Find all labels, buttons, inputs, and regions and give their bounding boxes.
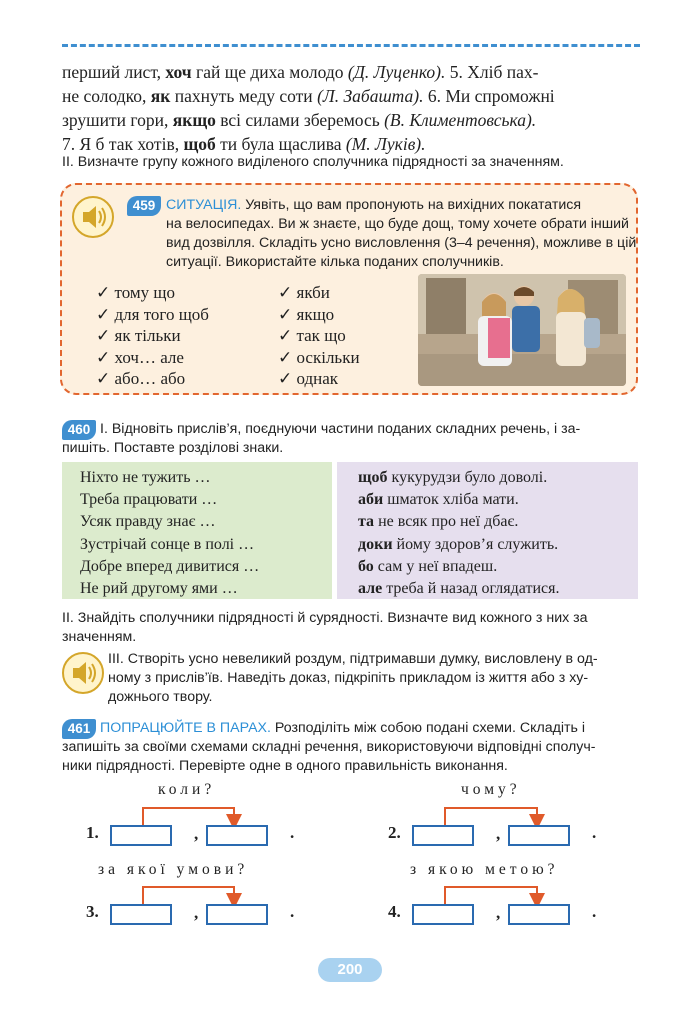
conjunction-item: ✓ або… або (96, 369, 186, 388)
intro-line: не солодко, як пахнуть меду соти (Л. Забашта). 6. Ми спроможні (62, 86, 555, 106)
exercise-459-badge: 459 (127, 196, 161, 216)
subordinate-clause-box[interactable] (206, 825, 268, 846)
main-clause-box[interactable] (110, 825, 172, 846)
proverb-end: та не всяк про неї дбає. (358, 513, 519, 531)
proverb-end: щоб кукурудзи було доволі. (358, 469, 548, 486)
intro-line: перший лист, хоч гай ще диха молодо (Д. Луценко). 5. Хліб пах- (62, 62, 539, 82)
conjunction-item: ✓ як тільки (96, 326, 181, 345)
proverb-start: Зустрічай сонце в полі … (80, 535, 255, 553)
conjunction-item: ✓ однак (278, 369, 339, 388)
conjunction-item: ✓ хоч… але (96, 347, 184, 367)
scheme-comma: , (496, 824, 501, 843)
scheme-question: чому? (461, 781, 521, 798)
scheme-comma: , (496, 903, 501, 922)
exercise-461-text-cont: запишіть за своїми схемами складні речення, використовуючи відповідні сполуч- ники підрядності. Перевірте одне в одного правильність виконання. (62, 739, 596, 774)
conjunction-item: ✓ якби (278, 283, 330, 302)
scheme-question: коли? (158, 781, 216, 798)
scheme-period: . (290, 823, 295, 842)
scheme-period: . (290, 902, 295, 921)
subordinate-clause-box[interactable] (206, 904, 268, 925)
main-clause-box[interactable] (110, 904, 172, 925)
proverb-end: аби шматок хліба мати. (358, 491, 519, 509)
conjunction-item: ✓ тому що (96, 283, 175, 302)
proverb-start: Треба працювати … (80, 491, 218, 509)
exercise-460-task1-cont: пишіть. Поставте розділові знаки. (62, 440, 284, 456)
scheme-period: . (592, 902, 597, 921)
subordinate-clause-box[interactable] (508, 904, 570, 925)
conjunction-item: ✓ якщо (278, 304, 335, 324)
scheme-comma: , (194, 903, 199, 922)
scheme-question: за якої умови? (98, 861, 249, 878)
subordinate-clause-box[interactable] (508, 825, 570, 846)
exercise-459-text: СИТУАЦІЯ. Уявіть, що вам пропонують на вихідних покататися на велосипедах. Ви ж знаєте, що буде дощ, тому хочете обрати інший вид дозвілля. Складіть усно висловлення (3–4 речення), можливе в цій ситуації. Використайте кілька поданих сполучників. (166, 197, 637, 270)
exercise-460-badge: 460 (62, 420, 96, 440)
main-clause-box[interactable] (412, 904, 474, 925)
scheme-number: 1. (86, 823, 99, 842)
scheme-period: . (592, 823, 597, 842)
proverb-end: бо сам у неї впадеш. (358, 557, 498, 575)
conjunction-item: ✓ оскільки (278, 347, 360, 367)
proverb-start: Не рий другому ями … (80, 580, 238, 598)
intro-line: 7. Я б так хотів, щоб ти була щаслива (М. Луків). (62, 134, 426, 154)
conjunction-item: ✓ для того щоб (96, 304, 209, 324)
proverb-end: але треба й назад оглядатися. (358, 580, 560, 598)
proverb-start: Добре вперед дивитися … (80, 557, 260, 575)
intro-line: зрушити гори, якщо всі силами зберемось (В. Климентовська). (62, 110, 537, 130)
conjunction-item: ✓ так що (278, 326, 346, 345)
scheme-comma: , (194, 824, 199, 843)
proverb-end: доки йому здоров’я служить. (358, 535, 559, 553)
page-number: 200 (318, 958, 382, 982)
scheme-number: 4. (388, 902, 401, 921)
proverb-start: Ніхто не тужить … (80, 469, 211, 486)
exercise-460-task3: ІІІ. Створіть усно невеликий роздум, підтримавши думку, висловлену в од- ному з прислів’їв. Наведіть доказ, підкріпіть прикладом із життя або з ху- дожнього твору. (108, 651, 598, 705)
scheme-number: 3. (86, 902, 99, 921)
exercise-461-text: ПОПРАЦЮЙТЕ В ПАРАХ. Розподіліть між собою подані схеми. Складіть і (100, 720, 586, 736)
exercise-460-task2: ІІ. Знайдіть сполучники підрядності й сурядності. Визначте вид кожного з них за значенням. (62, 610, 588, 645)
scheme-question: з якою метою? (410, 861, 559, 878)
proverb-start: Усяк правду знає … (80, 513, 216, 531)
task-ii: ІІ. Визначте групу кожного виділеного сполучника підрядності за значенням. (62, 154, 564, 170)
exercise-460-task1: І. Відновіть прислів’я, поєднуючи частини поданих складних речень, і за- (100, 421, 581, 437)
exercise-461-badge: 461 (62, 719, 96, 739)
scheme-number: 2. (388, 823, 401, 842)
main-clause-box[interactable] (412, 825, 474, 846)
